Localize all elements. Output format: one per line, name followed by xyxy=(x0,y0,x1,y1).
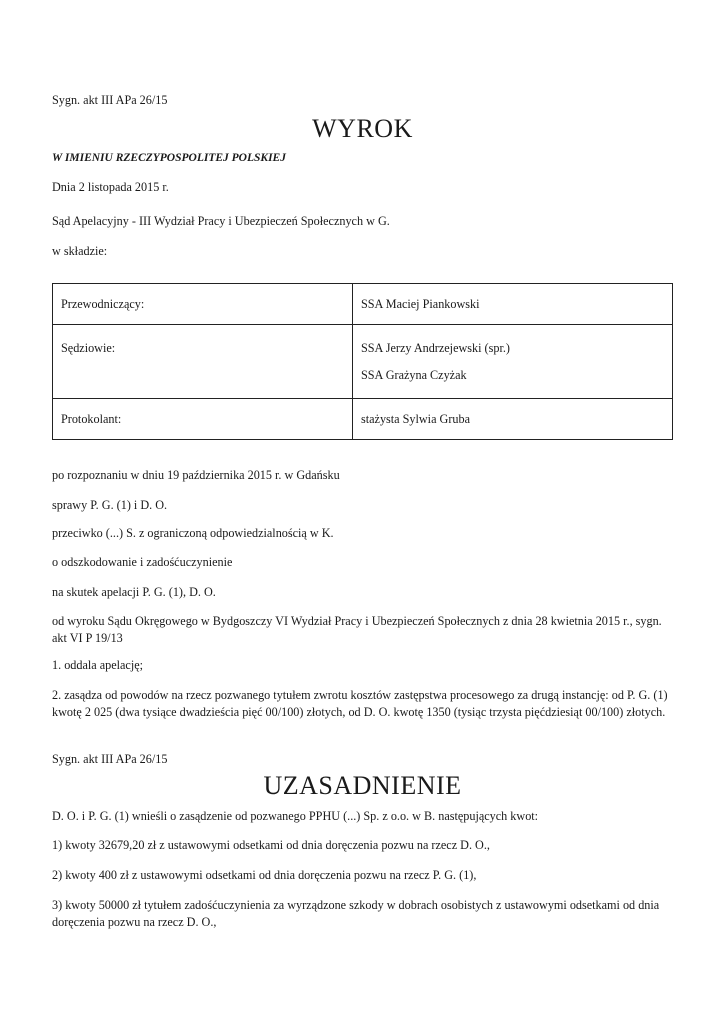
justification-title: UZASADNIENIE xyxy=(263,771,462,800)
judge-name: SSA Grażyna Czyżak xyxy=(361,368,467,382)
composition-intro: w składzie: xyxy=(52,244,108,258)
appeal-info: na skutek apelacji P. G. (1), D. O. xyxy=(52,585,216,599)
judgment-subtitle: W IMIENIU RZECZYPOSPOLITEJ POLSKIEJ xyxy=(52,152,286,164)
judge-name: SSA Jerzy Andrzejewski (spr.) xyxy=(361,341,510,355)
presiding-label: Przewodniczący: xyxy=(53,284,353,325)
case-reference: Sygn. akt III APa 26/15 xyxy=(52,93,168,107)
defendant: przeciwko (...) S. z ograniczoną odpowiedzialnością w K. xyxy=(52,526,334,540)
justification-intro: D. O. i P. G. (1) wnieśli o zasądzenie od pozwanego PPHU (...) Sp. z o.o. w B. następujących kwot: xyxy=(52,809,539,823)
ruling-item-1: 1. oddala apelację; xyxy=(52,658,144,672)
clerk-name: stażysta Sylwia Gruba xyxy=(353,399,673,440)
hearing-info: po rozpoznaniu w dniu 19 października 2015 r. w Gdańsku xyxy=(52,468,340,482)
claim-item: 3) kwoty 50000 zł tytułem zadośćuczynienia za wyrządzone szkody w dobrach osobistych z ustawowymi odsetkami od dnia doręczenia pozwu na rzecz D. O., xyxy=(52,898,660,929)
composition-table xyxy=(52,283,673,440)
claim-item: 1) kwoty 32679,20 zł z ustawowymi odsetkami od dnia doręczenia pozwu na rzecz D. O., xyxy=(52,838,490,852)
case-parties: sprawy P. G. (1) i D. O. xyxy=(52,498,168,512)
judgment-date: Dnia 2 listopada 2015 r. xyxy=(52,180,169,194)
composition-row-clerk xyxy=(53,399,673,440)
presiding-name: SSA Maciej Piankowski xyxy=(353,284,673,325)
lower-judgment-ref: od wyroku Sądu Okręgowego w Bydgoszczy VI Wydział Pracy i Ubezpieczeń Społecznych z dnia 28 kwietnia 2015 r., sygn. akt VI P 19/13 xyxy=(52,614,662,645)
clerk-label: Protokolant: xyxy=(53,399,353,440)
case-subject: o odszkodowanie i zadośćuczynienie xyxy=(52,555,233,569)
justification-case-reference: Sygn. akt III APa 26/15 xyxy=(52,752,168,766)
composition-row-judges xyxy=(53,325,673,399)
ruling-item-2: 2. zasądza od powodów na rzecz pozwanego tytułem zwrotu kosztów zastępstwa procesowego za drugą instancję: od P. G. (1) kwotę 2 025 (dwa tysiące dwadzieścia pięć 00/100) złotych, od D. O. kwotę 1350 (tysiąc trzysta pięćdziesiąt 00/100) złotych. xyxy=(52,688,668,719)
judgment-title: WYROK xyxy=(312,114,413,143)
judges-names xyxy=(353,325,673,399)
judges-label: Sędziowie: xyxy=(53,325,353,399)
court-name: Sąd Apelacyjny - III Wydział Pracy i Ubezpieczeń Społecznych w G. xyxy=(52,214,390,228)
claim-item: 2) kwoty 400 zł z ustawowymi odsetkami od dnia doręczenia pozwu na rzecz P. G. (1), xyxy=(52,868,477,882)
composition-row-presiding xyxy=(53,284,673,325)
